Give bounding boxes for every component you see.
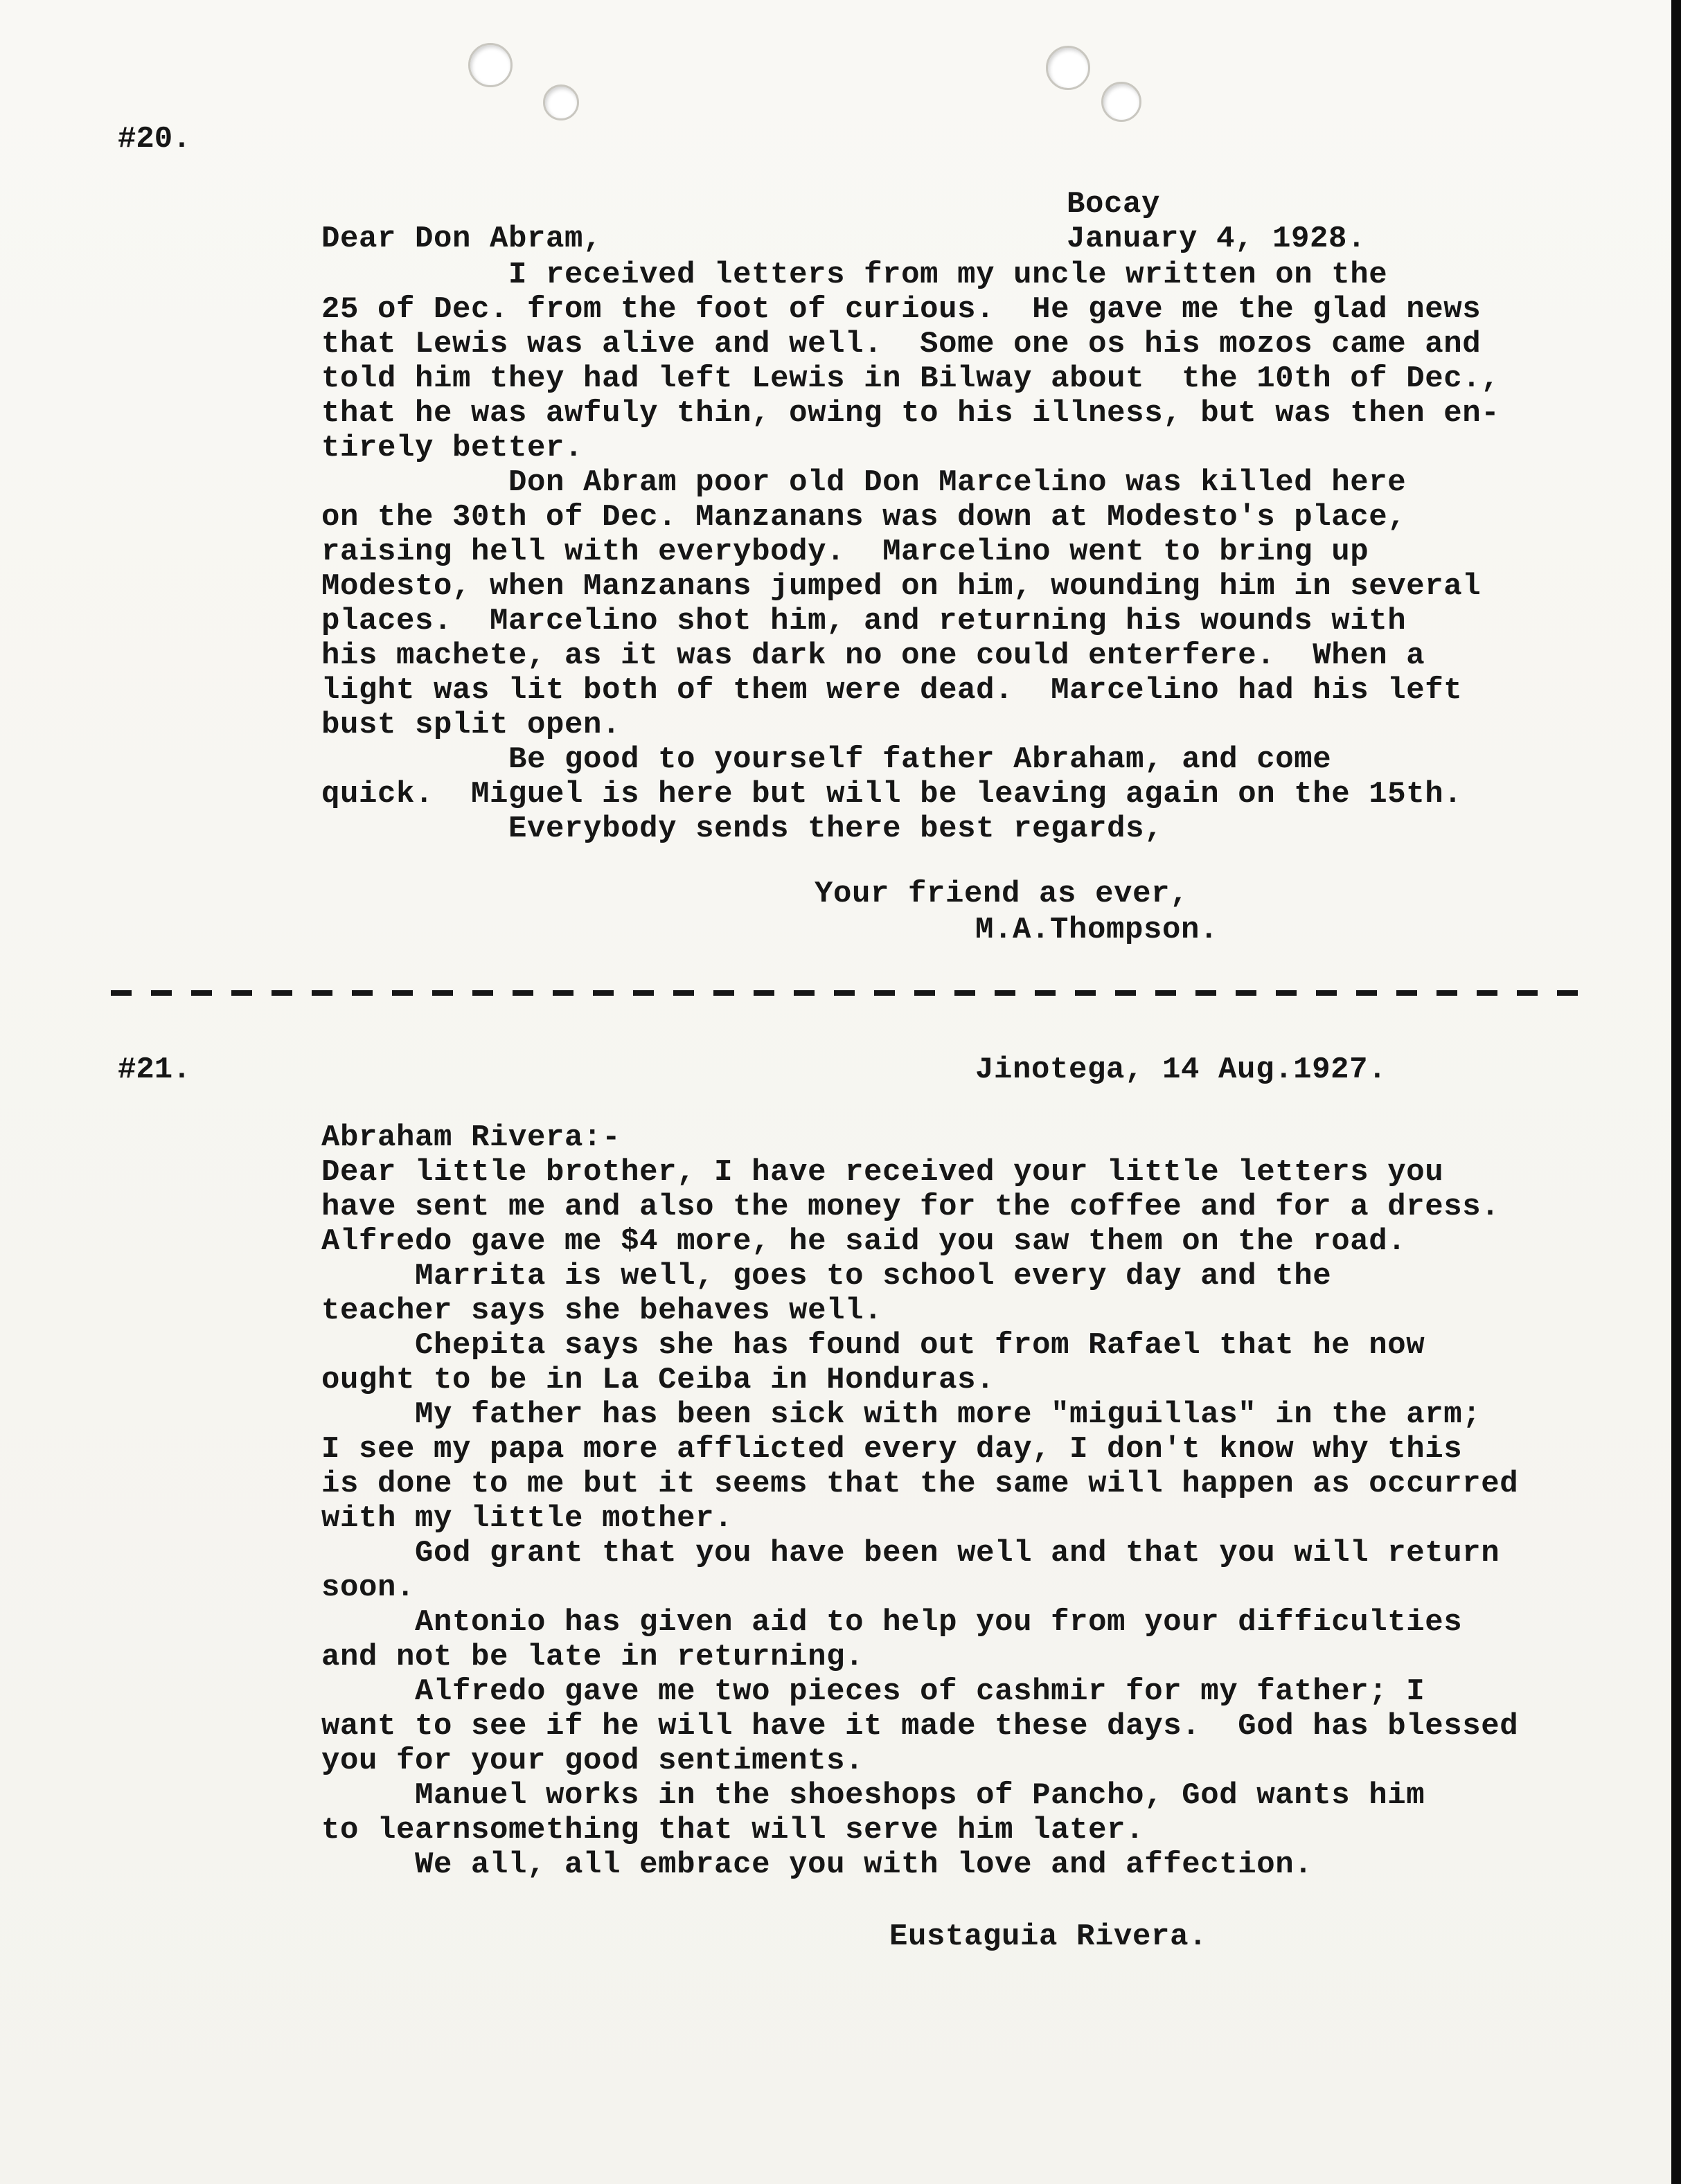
letter-21-line: Antonio has given aid to help you from your difficulties: [321, 1605, 1463, 1640]
letter-21-line: I see my papa more afflicted every day, I don't know why this: [321, 1432, 1463, 1467]
letter-21-line: ought to be in La Ceiba in Honduras.: [321, 1363, 995, 1397]
punch-hole-3: [1046, 46, 1090, 90]
letter-21-line: you for your good sentiments.: [321, 1744, 864, 1778]
letter-21-line: have sent me and also the money for the coffee and for a dress.: [321, 1190, 1500, 1224]
letter-21-line: and not be late in returning.: [321, 1640, 864, 1674]
letter-20-closing: Your friend as ever,: [815, 877, 1189, 911]
letter-21-line: Marrita is well, goes to school every day and the: [321, 1259, 1332, 1294]
letter-21-line: We all, all embrace you with love and affection.: [321, 1847, 1313, 1882]
letter-20-line: I received letters from my uncle written on the: [321, 258, 1388, 292]
letter-21-line: Alfredo gave me two pieces of cashmir for my father; I: [321, 1674, 1425, 1709]
letter-20-line: that Lewis was alive and well. Some one os his mozos came and: [321, 327, 1482, 361]
letter-21-salutation: Abraham Rivera:-: [321, 1120, 621, 1155]
letter-21-line: God grant that you have been well and that you will return: [321, 1536, 1500, 1570]
letter-21-line: Manuel works in the shoeshops of Pancho, God wants him: [321, 1778, 1425, 1813]
letter-21-line: Dear little brother, I have received your little letters you: [321, 1155, 1444, 1190]
punch-hole-1: [468, 43, 513, 87]
letter-21-line: soon.: [321, 1570, 416, 1605]
letter-20-number: #20.: [118, 122, 191, 156]
letter-21-number: #21.: [118, 1053, 191, 1087]
letter-20-signature: M.A.Thompson.: [975, 913, 1219, 947]
letter-21-line: My father has been sick with more "miguillas" in the arm;: [321, 1397, 1482, 1432]
letter-20-line: places. Marcelino shot him, and returning his wounds with: [321, 604, 1407, 638]
letter-20-line: raising hell with everybody. Marcelino went to bring up: [321, 535, 1369, 569]
letter-21-line: teacher says she behaves well.: [321, 1294, 883, 1328]
letter-20-line: light was lit both of them were dead. Marcelino had his left: [321, 673, 1463, 708]
letter-20-line: on the 30th of Dec. Manzanans was down at Modesto's place,: [321, 500, 1407, 535]
letter-20-place: Bocay: [1067, 187, 1161, 222]
letter-20-line: bust split open.: [321, 708, 621, 742]
letter-21-signature: Eustaguia Rivera.: [889, 1919, 1208, 1954]
letter-20-line: told him they had left Lewis in Bilway about the 10th of Dec.,: [321, 361, 1500, 396]
letter-21-place-date: Jinotega, 14 Aug.1927.: [975, 1053, 1387, 1087]
letter-20-line: quick. Miguel is here but will be leaving again on the 15th.: [321, 777, 1463, 812]
page-edge-shadow: [1671, 0, 1681, 2184]
letter-21-line: to learnsomething that will serve him later.: [321, 1813, 1145, 1847]
letter-21-line: is done to me but it seems that the same will happen as occurred: [321, 1467, 1519, 1501]
letter-20-line: Be good to yourself father Abraham, and come: [321, 742, 1332, 777]
letter-20-date: January 4, 1928.: [1067, 222, 1367, 256]
letter-21-line: Chepita says she has found out from Rafael that he now: [321, 1328, 1425, 1363]
letter-20-line: Modesto, when Manzanans jumped on him, wounding him in several: [321, 569, 1482, 604]
letter-20-line: Everybody sends there best regards,: [321, 812, 1164, 846]
letter-20-line: 25 of Dec. from the foot of curious. He gave me the glad news: [321, 292, 1482, 327]
letter-20-salutation: Dear Don Abram,: [321, 222, 603, 256]
letter-21-line: Alfredo gave me $4 more, he said you saw them on the road.: [321, 1224, 1407, 1259]
punch-hole-4: [1101, 82, 1141, 122]
letter-20-line: Don Abram poor old Don Marcelino was killed here: [321, 465, 1407, 500]
letter-20-line: that he was awfuly thin, owing to his illness, but was then en-: [321, 396, 1500, 431]
section-divider: [111, 990, 1579, 996]
letter-21-line: with my little mother.: [321, 1501, 733, 1536]
punch-hole-2: [543, 84, 579, 120]
letter-21-line: want to see if he will have it made these days. God has blessed: [321, 1709, 1519, 1744]
letter-20-line: tirely better.: [321, 431, 584, 465]
letter-20-line: his machete, as it was dark no one could enterfere. When a: [321, 638, 1425, 673]
